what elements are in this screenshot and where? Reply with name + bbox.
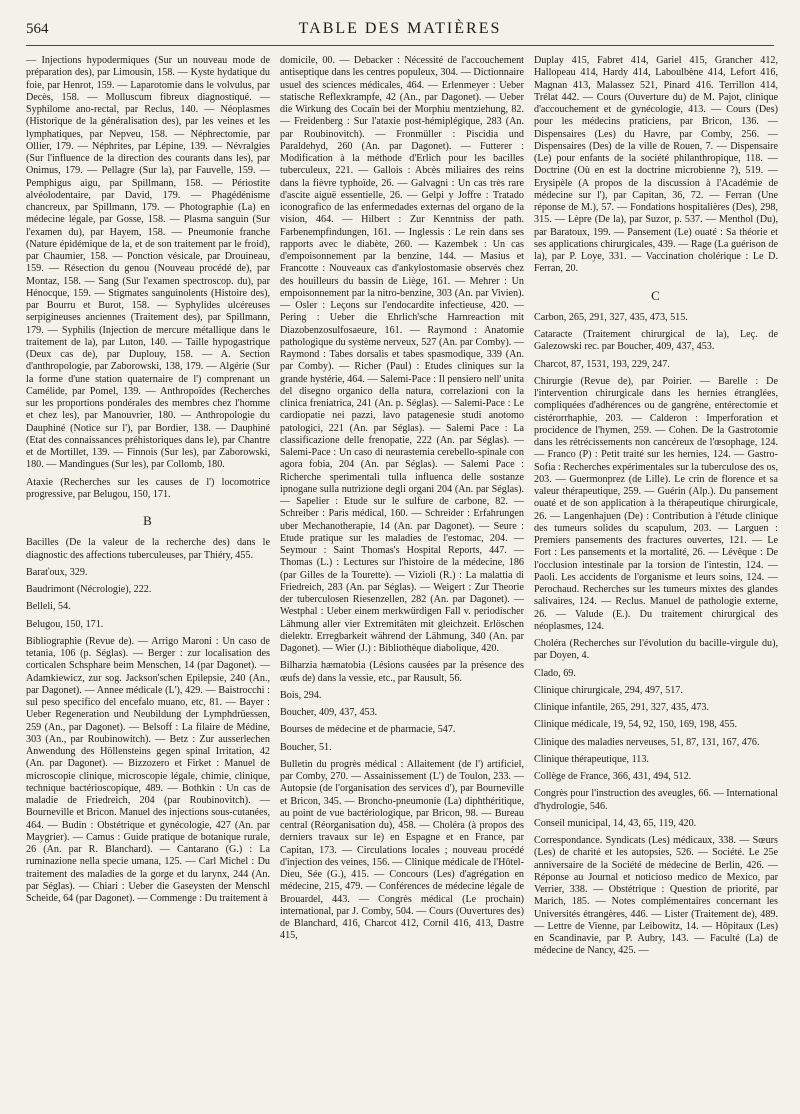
index-entry: Cataracte (Traitement chirurgical de la), Leç. de Galezowski rec. par Boucher, 409, 437, 453. — [534, 329, 778, 353]
page-number: 564 — [26, 21, 49, 37]
index-entry: Duplay 415, Fabret 414, Gariel 415, Grancher 412, Hallopeau 414, Hardy 414, Laboulbène 414, Lefort 416, Magnan 413, Malassez 521, Pinard 416. Terrillon 414, Trélat 442. — Cours (Ouverture du) de M. Pajot, clinique d'accouchement et de gynécologie, 413. — Cours (Des) pour les médecins praticiens, par Bricon, 136. — Dispensaires (Les) du Havre, par Comby, 256. — Dispensaires (Des) de la ville de Rouen, 7. — Dispensaire (Le) pour enfants de la société philanthropique, 118. — Doctrine (Où en est la doctrine microbienne ?), 519. — Erysipèle (A propos de la discussion à l'Académie de médecine sur l'), par Capitan, 36, 72. — Ferran (Une réponse de M.), 57. — Fondations hospitalières (Des), 298, 315. — Lèpre (De la), par Suzor, p. 537. — Menthol (Du), par Baratoux, 199. — Pansement (Le) ouaté : Sa théorie et ses applications chirurgicales, 439. — Rage (La guérison de la), par P. Loye, 331. — Vaccination cholérique : Le D. Ferran, 20. — [534, 55, 778, 275]
index-entry: Clinique chirurgicale, 294, 497, 517. — [534, 684, 683, 696]
index-entry: Bourses de médecine et de pharmacie, 547. — [280, 724, 456, 736]
index-entry: Clinique thérapeutique, 113. — [534, 753, 649, 765]
index-columns — [26, 55, 778, 1102]
index-entry: Bibliographie (Revue de). — Arrigo Maroni : Un caso de tetania, 106 (p. Séglas). — Berger : zur localisation des corticalen Schsphare beim Menschen, 14 (par Dagonet). — Adamkiewicz, zur sog. Jackson'schen Epilepsie, 240 (An., par Dagonet). — Annee médicale (L'), 429. — Baistrocchi : sul peso specifico del encefalo muano, etc, 81. — Bayer : Ueber Regeneration und Neubildung der Lymphdrüessen, 259 (An., par Dagonet). — Belsoff : La filaire de Médine, 303 (An., par Roubinowitch). — Betz : Zur ausserlechen Anwendung des Höllensteins gegen spinal Irritation, 42 (An. par Dagonet). — Bizzozero et Firket : Manuel de microscopie clinique, microscopie légale, chimie, clinique, technique bactérioscopique, 489. — Bothkin : Un cas de maladie de Friedreich, 204 (par Roubinovitch). — Bourneville et Bricon. Manuel des injections sous-cutanées, 464. — Budin : Obstétrique et gynécologie, 427 (An. par Maygrier). — Camus : Guide pratique de botanique rurale, 26 (An. par R. Blanchard). — Cantarano (G.) : La ruminazione nella specie umana, 125. — Carl Michel : Du traitement des maladies de la gorge et du larynx, 244 (An. par Séglas). — Chiari : Ueber die Gaseysten der Menschl Scheide, 64 (par Dagonet). — Commenge : Du traitement à — [26, 635, 270, 904]
index-entry: Belleli, 54. — [26, 601, 71, 613]
index-entry: Conseil municipal, 14, 43, 65, 119, 420. — [534, 817, 697, 829]
index-entry: Bilharzia hæmatobia (Lésions causées par la présence des œufs de) dans la vessie, etc., par Rausult, 56. — [280, 660, 524, 684]
page-header — [26, 20, 774, 46]
section-letter-c: C — [651, 287, 661, 303]
index-entry: Clinique médicale, 19, 54, 92, 150, 169, 198, 455. — [534, 719, 738, 731]
index-entry: Clado, 69. — [534, 667, 576, 679]
index-entry: Carbon, 265, 291, 327, 435, 473, 515. — [534, 311, 688, 323]
index-entry: Charcot, 87, 1531, 193, 229, 247. — [534, 358, 670, 370]
index-entry: Ataxie (Recherches sur les causes de l') locomotrice progressive, par Belugou, 150, 171. — [26, 476, 270, 500]
index-entry: Clinique infantile, 265, 291, 327, 435, 473. — [534, 702, 709, 713]
index-entry: Bacilles (De la valeur de la recherche des) dans le diagnostic des affections tuberculeuses, par Thiéry, 455. — [26, 537, 270, 561]
index-column-2 — [280, 55, 524, 1102]
section-letter-b: B — [143, 513, 153, 528]
index-entry: Clinique des maladies nerveuses, 51, 87, 131, 167, 476. — [534, 736, 760, 748]
index-column-3 — [534, 55, 778, 1102]
header-rule — [26, 45, 774, 46]
index-entry: Baudrimont (Nécrologie), 222. — [26, 584, 152, 595]
index-entry: — Injections hypodermiques (Sur un nouveau mode de préparation des), par Limousin, 158. — Kyste hydatique du foie, par Henrot, 159. — Laparotomie dans le volvulus, par Decès, 158. — Molluscum fibreux diagnostiqué. — Syphilome ano-rectal, par Reclus, 140. — Néoplasmes (Historique de la généralisation des), par les veines et les lymphatiques, par Nepveu, 158. — Néphrectomie, par Ollier, 179. — Néphrites, par Lépine, 139. — Névralgies (Sur l'influence de la direction des courants dans les), par Onimus, 179. — Pellagre (Sur la), par Fauvelle, 159. — Pemphigus aigu, par Spillmann, 158. — Périostite alvéolodentaire, par David, 179. — Phagédénisme chancreux, par Spillmann, 179. — Photographie (La) en médecine légale, par Gosse, 158. — Plasma sanguin (Sur l'examen du), par Hayem, 158. — Pneumonie franche (Nature épidémique de la, et de son traitement par le froid), par Chaumier, 158. — Ponction vésicale, par Drouineau, 159. — Résection du genou (Nouveau procédé de), par Montaz, 158. — Sang (Sur l'examen spectroscop. du), par Hénocque, 159. — Stigmates sanguinolents (Histoire des), par Bourru et Burot, 158. — Syphylides ulcéreuses serpigineuses anciennes (Traitement des), par Spillmann, 179. — Syphilis (Injection de mercure métallique dans le traitement de la), par Luton, 140. — Taille hypogastrique (Deux cas de), par Duplouy, 158. — A. Section d'anthropologie, par Zaborowski, 138, 179. — Algérie (Sur la forme d'une station quaternaire de l') comprenant un Camélide, par Pomel, 139. — Anthropoïdes (Recherches sur les proportions pondérales des membres chez l'homme et chez les), par Manouvrier, 180. — Anthropologie du Dauphiné (Notice sur l'), par Bordier, 138. — Dauphiné (Etat des connaissances préhistoriques dans le), par Chantre et de Mortillet, 139. — Finnois (Sur les), par Zaborowski, 180. — Mandingues (Sur les), par Collomb, 180. — [26, 55, 270, 471]
index-entry: Chirurgie (Revue de), par Poirier. — Barelle : De l'intervention chirurgicale dans les hernies étranglées, compliquées d'adhérences ou de gangrène, entérectomie et cistérorrhaphie, 203. — Calderon : Imperforation et procidence de l'hymen, 259. — Cohen. De la Gastrotomie dans les rétrécissements non cancéreux de l'œsophage, 124. — Franco (P) : Petit traité sur les hernies, 124. — Gastro-Sofia : Recherches expérimentales sur la tuberculose des os, 203. — Guermonprez (de Lille). Le crin de florence et sa valeur thérapeutique, 259. — Guérin (Alp.). Du pansement ouaté et de son application à la thérapeutique chirurgicale, 26. — Langenhajuen (De) : Contribution à l'étude clinique des tumeurs solides du scapulum, 203. — Larguen : Premiers pansements des fractures ouvertes, 121. — Le Fort : Les pansements et la mortalité, 26. — Lévêque : De l'occlusion intestinale par la torsion de l'intestin, 124. — Paoli. Les accidents de l'organisme et leurs soins, 124. — Perochaud. Recherches sur les tumeurs mixtes des glandes salivaires, 124. — Reclus. Manuel de pathologie externe, 26. — Valude (E.). Du traitement chirurgical des néoplasmes, 124. — [534, 375, 778, 632]
index-column-1 — [26, 55, 270, 1102]
index-entry: Correspondance. Syndicats (Les) médicaux, 338. — Sœurs (Les) de charité et les autopsies, 526. — Société. Le 25e anniversaire de la Société de médecine de Berlin, 426. — Réponse au Journal et noticioso medico de Mexico, par Verrier, 338. — Obstétrique : Question de priorité, par Marich, 185. — Notes complémentaires concernant les Universités étrangères, 446. — Lister (Traitement de), 489. — Lettre de Vienne, par Leibowitz, 14. — Hôpitaux (Les) en Scandinavie, par P. Aubry, 143. — Faculté (La) de médecine de Nancy, 425. — — [534, 835, 778, 957]
index-entry: domicile, 00. — Debacker : Nécessité de l'accouchement antiseptique dans les centres populeux, 304. — Dictionnaire usuel des sciences médicales, 464. — Erlenmeyer : Ueber statische Reflexkrampfe, 42 (An., par Dagonet). — Ueber die Wirkung des Cocaïn bei der Morphiu mentziehung, 82. — Freidenberg : Sur l'ataxie post-hémiplégique, 283 (An. par Roubinovitch). — Fronmüller : Piscidia und Paraldehyd, 260 (An. par Dagonet). — Futterer : Modification à la méthode d'Erlich pour les bacilles tuberculeux, 221. — Gallois : Abcès miliaires des reins dans la fièvre typhoïde, 26. — Galvagni : Un cas très rare d'ascite aiguë essentielle, 26. — Gelpi y Joffre : Tratado iconografico de las enfermedades externas del organo de la vision, 464. — Hilbert : Zur Kenntniss der path. Farbenempfindungen, 161. — Inglessis : Le rein dans ses rapports avec le diabète, 260. — Kazembek : Un cas d'empoisonnement par la benzine, 144. — Masius et Francotte : Nouveaux cas d'ankylostomasie observés chez des houilleurs du bassin de Liège, 161. — Mehrer : Un empoisonnement par la nitro-benzine, 303 (An. par Vivien). — Osler : Leçons sur l'endocardite infectieuse, 420. — Pering : Ueber die Ehrlich'sche Harnreaction mit Diazobenzosulfosaeure, 161. — Raymond : Anatomie pathologique du système nerveux, 527 (An. par Comby). — Raymond : Tabes dorsalis et tabes spasmodique, 339 (An. par Comby). — Richer (Paul) : Etudes cliniques sur la grande hystérie, 464. — Salemi-Pace : Il pensiero nell' unita del disegno organico della natura, correlazioni con la clinica freniatrica, 241 (An. p. Séglas). — Salemi-Pace : Le cardiopatie nei pazzi, lavo patagenesie studi anotomo patologici, 221 (An. par Séglas). — Salemi Pace : La classificazione delle frenopatie, 222 (An. par Séglas). — Salemi-Pace : Un caso di neurastemia cerebello-spinale con agora fobia, 204 (An. par Séglas). — Salemi Pace : Richerche sperimentali tulla influenca delle sostanze ipnogane sulla nutrizione degli organi 204 (An. par Séglas). — Sapelier : Etude sur le sulfure de carbone, 82. — Schreiber : Paris médical, 160. — Schreider : Erfahrungen uber Mechanotherapie, 14 (An. par Dagonet). — Seure : Etude pratique sur les maladies de l'estomac, 204. — Seymour : Saint Thomas's Hospital Reports, 447. — Thomas (L.) : Lectures sur l'histoire de la médecine, 186 (par Gilles de la Tourette). — Vizioli (R.) : La malattia di Friedreich, 283 (An. par Séglas). — Weigert : Zur Theorie der tuberculosen Riesenzellen, 282 (An. par Dagonet). — Westphal : Ueber einem merkwürdigen Fall v. periodischer Lähmung aller vier Extremitäten mit gleichzeit. Erlöschen dielektr. Erregbarkeit während der Lähmung, 340 (An. par Dagonet). — Wier (J.) : Bibliothèque diabolique, 420. — [280, 55, 524, 654]
index-entry: Choléra (Recherches sur l'évolution du bacille-virgule du), par Doyen, 4. — [534, 638, 778, 662]
index-entry: Congrès pour l'instruction des aveugles, 66. — International d'hydrologie, 546. — [534, 788, 778, 812]
index-entry: Bulletin du progrès médical : Allaitement (de l') artificiel, par Comby, 270. — Assainissement (L') de Toulon, 233. — Autopsie (de l'organisation des services d'), par Bourneville et Bricon, 345. — Broncho-pneumonie (La) diphthéritique, au point de vue bactériologique, par Bricon, 98. — Bureau central (Réorganisation du), 458. — Choléra (à propos des derniers travaux sur le) en Espagne et en France, par Capitan, 173. — Circulations locales ; nouveau procédé d'injection des veines, 156. — Clinique médicale de l'Hôtel-Dieu, Sée (G.), 415. — Concours (Les) d'agrégation en médecine, 215, 479. — Conférences de médecine légale de Brouardel, 443. — Congrès médical (Le prochain) international, par J. Comby, 504. — Cours (Ouvertures des) de Blanchard, 416, Charcot 412, Cornil 416, 413, Dastre 415, — [280, 758, 524, 942]
index-entry: Belugou, 150, 171. — [26, 618, 104, 630]
index-entry: Collège de France, 366, 431, 494, 512. — [534, 771, 692, 782]
index-entry: Boucher, 409, 437, 453. — [280, 707, 378, 718]
index-entry: Baraťoux, 329. — [26, 566, 88, 578]
index-entry: Bois, 294. — [280, 689, 322, 701]
index-entry: Boucher, 51. — [280, 741, 332, 753]
running-title: TABLE DES MATIÈRES — [298, 20, 502, 37]
